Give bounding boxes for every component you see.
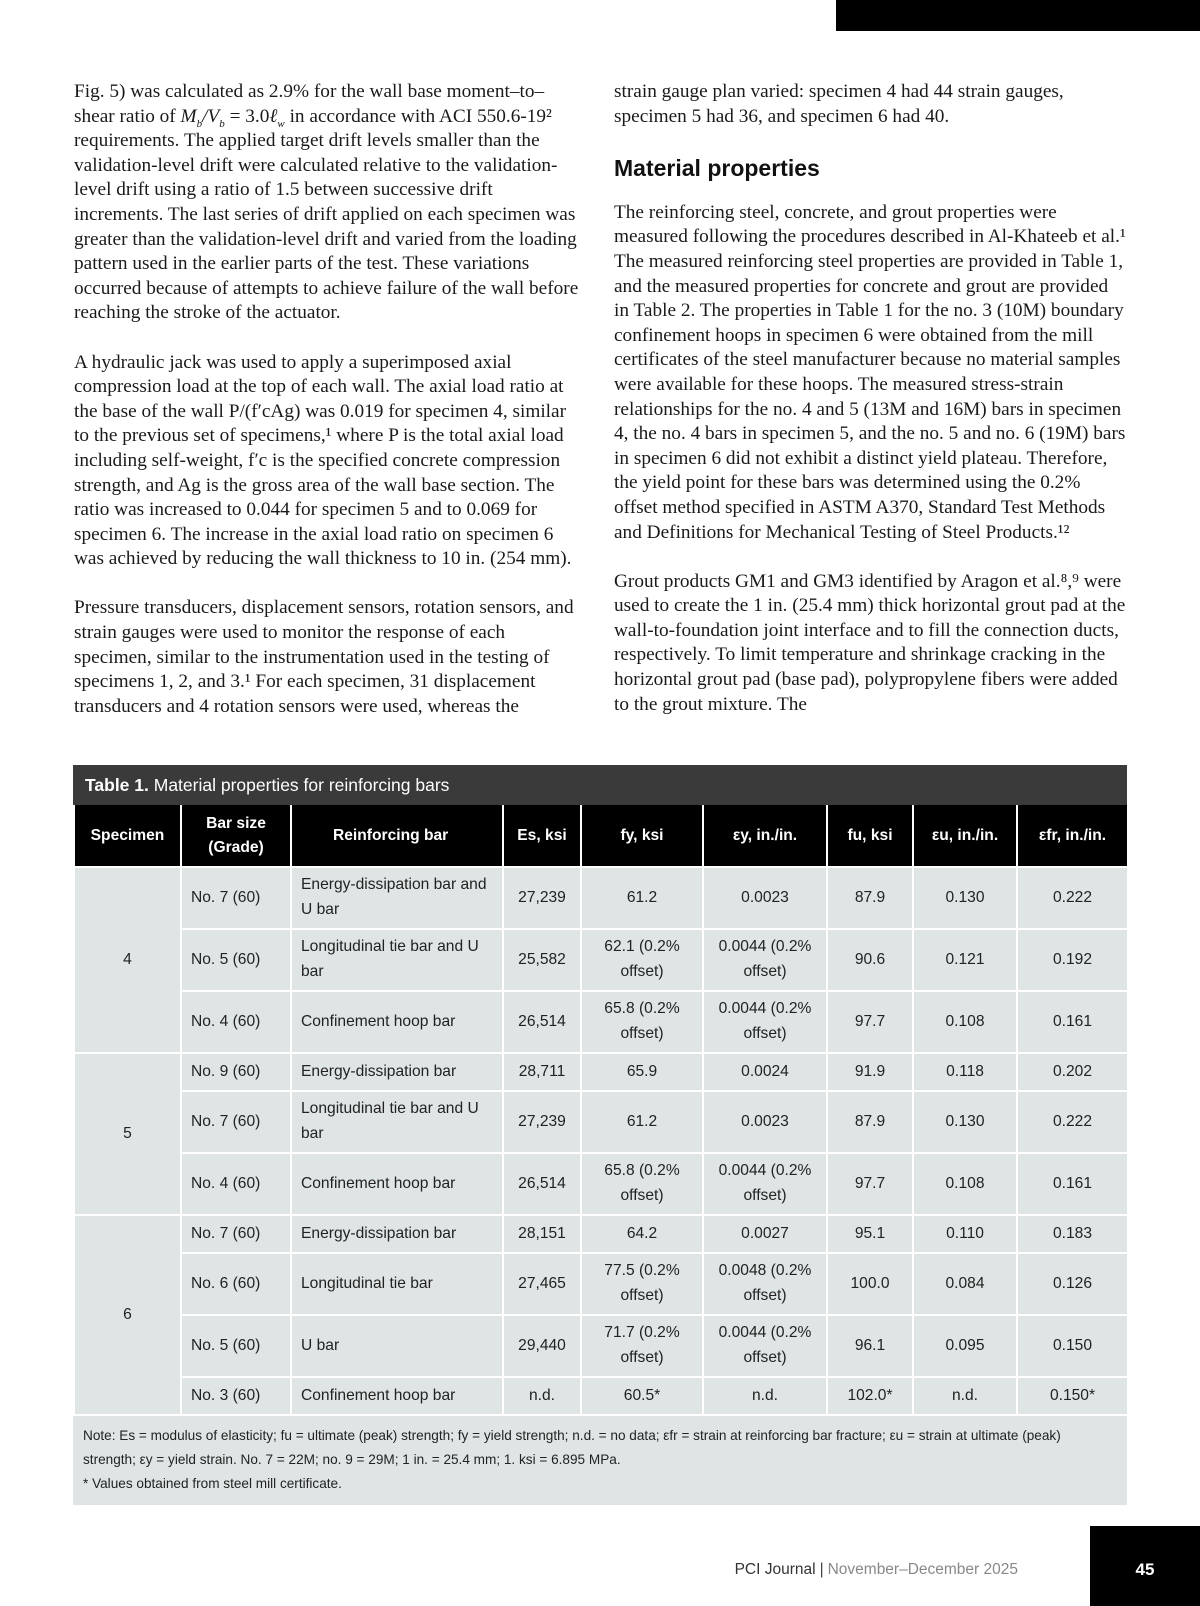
table-row (74, 929, 1128, 991)
section-heading-material-properties: Material properties (614, 154, 820, 181)
paragraph-instrumentation: Pressure transducers, displacement sensors, rotation sensors, and strain gauges were used to monitor the response of each specimen, similar to the instrumentation used in the testing of specimens 1, 2, and 3.¹ For each specimen, 31 displacement transducers and 4 rotation sensors were used, whereas the (74, 597, 574, 717)
table-footnote: * Values obtained from steel mill certificate. (83, 1476, 342, 1491)
bar-size-cell: No. 5 (60) (181, 929, 291, 991)
ey-cell: 0.0023 (703, 1091, 827, 1153)
eu-cell: 0.130 (913, 867, 1017, 929)
efr-cell: 0.126 (1017, 1253, 1128, 1315)
fy-cell: 65.8 (0.2% offset) (581, 1153, 703, 1215)
bar-size-cell: No. 9 (60) (181, 1053, 291, 1091)
paragraph-grout: Grout products GM1 and GM3 identified by Aragon et al.⁸,⁹ were used to create the 1 in. (25.4 mm) thick horizontal grout pad at the wall-to-foundation joint interface and to fill the connection ducts, respectively. To limit temperature and shrinkage cracking in the horizontal grout pad (base pad), polypropylene fibers were added to the grout mixture. The (614, 570, 1126, 715)
fu-cell: 100.0 (827, 1253, 913, 1315)
ey-cell: 0.0048 (0.2% offset) (703, 1253, 827, 1315)
fy-cell: 65.8 (0.2% offset) (581, 991, 703, 1053)
table-row (74, 1315, 1128, 1377)
page-footer (735, 1561, 1018, 1579)
fy-cell: 60.5* (581, 1377, 703, 1415)
header-fu: fu, ksi (827, 805, 913, 867)
ey-cell: 0.0024 (703, 1053, 827, 1091)
fy-cell: 62.1 (0.2% offset) (581, 929, 703, 991)
table-note (73, 1416, 1127, 1505)
paragraph-material-properties: The reinforcing steel, concrete, and grout properties were measured following the procedures described in Al-Khateeb et al.¹ The measured reinforcing steel properties are provided in Table 1, and the measured properties for concrete and grout are provided in Table 2. The properties in Table 1 for the no. 3 (10M) boundary confinement hoops in specimen 6 were obtained from the mill certificates of the steel manufacturer because no material samples were available for these hoops. The measured stress-strain relationships for the no. 4 and 5 (13M and 16M) bars in specimen 4, the no. 4 bars in specimen 5, and the no. 5 and no. 6 (19M) bars in specimen 6 did not exhibit a distinct yield plateau. Therefore, the yield point for these bars was determined using the 0.2% offset method specified in ASTM A370, Standard Test Methods and Definitions for Mechanical Testing of Steel Products.¹² (614, 201, 1126, 543)
es-cell: 27,239 (503, 867, 581, 929)
es-cell: 27,239 (503, 1091, 581, 1153)
ey-cell: 0.0044 (0.2% offset) (703, 991, 827, 1053)
fy-cell: 61.2 (581, 1091, 703, 1153)
es-cell: 26,514 (503, 1153, 581, 1215)
header-specimen: Specimen (74, 805, 181, 867)
fu-cell: 97.7 (827, 991, 913, 1053)
bar-type-cell: Longitudinal tie bar and U bar (291, 1091, 503, 1153)
efr-cell: 0.183 (1017, 1215, 1128, 1253)
ey-cell: 0.0044 (0.2% offset) (703, 1315, 827, 1377)
table-row (74, 1377, 1128, 1415)
page-number: 45 (1090, 1526, 1200, 1606)
bar-type-cell: Confinement hoop bar (291, 991, 503, 1053)
fu-cell: 91.9 (827, 1053, 913, 1091)
fu-cell: 102.0* (827, 1377, 913, 1415)
fy-cell: 77.5 (0.2% offset) (581, 1253, 703, 1315)
fu-cell: 95.1 (827, 1215, 913, 1253)
fy-cell: 61.2 (581, 867, 703, 929)
bar-size-cell: No. 7 (60) (181, 867, 291, 929)
table-row (74, 1215, 1128, 1253)
ey-cell: 0.0044 (0.2% offset) (703, 929, 827, 991)
header-fy: fy, ksi (581, 805, 703, 867)
bar-type-cell: Confinement hoop bar (291, 1377, 503, 1415)
journal-name: PCI Journal (734, 1561, 816, 1578)
fu-cell: 97.7 (827, 1153, 913, 1215)
bar-size-cell: No. 7 (60) (181, 1091, 291, 1153)
efr-cell: 0.222 (1017, 1091, 1128, 1153)
right-text-column (614, 80, 1126, 717)
efr-cell: 0.222 (1017, 867, 1128, 929)
left-text-column (74, 80, 584, 719)
header-ey: εy, in./in. (703, 805, 827, 867)
table-row (74, 1253, 1128, 1315)
efr-cell: 0.192 (1017, 929, 1128, 991)
issue-date: November–December 2025 (827, 1561, 1018, 1578)
ey-cell: 0.0027 (703, 1215, 827, 1253)
es-cell: 27,465 (503, 1253, 581, 1315)
es-cell: 25,582 (503, 929, 581, 991)
specimen-cell: 6 (74, 1215, 181, 1415)
table-header-row (74, 805, 1128, 867)
fu-cell: 87.9 (827, 867, 913, 929)
es-cell: 28,151 (503, 1215, 581, 1253)
eu-cell: 0.108 (913, 1153, 1017, 1215)
table-row (74, 867, 1128, 929)
header-reinforcing-bar: Reinforcing bar (291, 805, 503, 867)
ey-cell: n.d. (703, 1377, 827, 1415)
es-cell: 29,440 (503, 1315, 581, 1377)
paragraph-axial-load: A hydraulic jack was used to apply a superimposed axial compression load at the top of each wall. The axial load ratio at the base of the wall P/(f′cAg) was 0.019 for specimen 4, similar to the previous set of specimens,¹ where P is the total axial load including self-weight, f′c is the specified concrete compression strength, and Ag is the gross area of the wall base section. The ratio was increased to 0.044 for specimen 5 and to 0.069 for specimen 6. The increase in the axial load ratio on specimen 6 was achieved by reducing the wall thickness to 10 in. (254 mm). (74, 351, 572, 570)
bar-size-cell: No. 3 (60) (181, 1377, 291, 1415)
header-eu: εu, in./in. (913, 805, 1017, 867)
bar-type-cell: Energy-dissipation bar and U bar (291, 867, 503, 929)
bar-size-cell: No. 5 (60) (181, 1315, 291, 1377)
eu-cell: 0.118 (913, 1053, 1017, 1091)
ey-cell: 0.0023 (703, 867, 827, 929)
bar-size-cell: No. 4 (60) (181, 1153, 291, 1215)
ey-cell: 0.0044 (0.2% offset) (703, 1153, 827, 1215)
table-1 (73, 765, 1127, 1505)
efr-cell: 0.161 (1017, 1153, 1128, 1215)
fu-cell: 90.6 (827, 929, 913, 991)
fy-cell: 65.9 (581, 1053, 703, 1091)
efr-cell: 0.150* (1017, 1377, 1128, 1415)
header-bar-size: Bar size (Grade) (181, 805, 291, 867)
specimen-cell: 5 (74, 1053, 181, 1215)
bar-size-cell: No. 7 (60) (181, 1215, 291, 1253)
specimen-cell: 4 (74, 867, 181, 1053)
header-efr: εfr, in./in. (1017, 805, 1128, 867)
table-title: Table 1. Material properties for reinforcing bars (73, 765, 1127, 805)
efr-cell: 0.161 (1017, 991, 1128, 1053)
eu-cell: 0.108 (913, 991, 1017, 1053)
fy-cell: 64.2 (581, 1215, 703, 1253)
eu-cell: 0.095 (913, 1315, 1017, 1377)
bar-size-cell: No. 6 (60) (181, 1253, 291, 1315)
bar-type-cell: U bar (291, 1315, 503, 1377)
table-row (74, 1153, 1128, 1215)
es-cell: 28,711 (503, 1053, 581, 1091)
bar-type-cell: Longitudinal tie bar (291, 1253, 503, 1315)
eu-cell: 0.121 (913, 929, 1017, 991)
table-note-text: Note: Es = modulus of elasticity; fu = ultimate (peak) strength; fy = yield strength; n.d. = no data; εfr = strain at reinforcing bar fracture; εu = strain at ultimate (peak) strength; εy = yield strain. No. 7 = 22M; no. 9 = 29M; 1 in. = 25.4 mm; 1. ksi = 6.895 MPa. (83, 1428, 1061, 1467)
efr-cell: 0.202 (1017, 1053, 1128, 1091)
es-cell: n.d. (503, 1377, 581, 1415)
bar-type-cell: Energy-dissipation bar (291, 1215, 503, 1253)
bar-size-cell: No. 4 (60) (181, 991, 291, 1053)
bar-type-cell: Longitudinal tie bar and U bar (291, 929, 503, 991)
fu-cell: 96.1 (827, 1315, 913, 1377)
bar-type-cell: Energy-dissipation bar (291, 1053, 503, 1091)
eu-cell: 0.084 (913, 1253, 1017, 1315)
eu-cell: n.d. (913, 1377, 1017, 1415)
paragraph-drift: Fig. 5) was calculated as 2.9% for the wall base moment–to–shear ratio of $M_b/V_b$ = 3.0ℓ$_w$ in accordance with ACI 550.6-19² requirements. The applied target drift levels smaller than the validation-level drift were calculated relative to the validation-level drift using a ratio of 1.5 between successive drift increments. The last series of drift applied on each specimen was greater than the validation-level drift and varied from the loading pattern used in the earlier parts of the test. These variations occurred because of attempts to achieve failure of the wall before reaching the stroke of the actuator. (74, 81, 579, 324)
paragraph-strain-gauges: strain gauge plan varied: specimen 4 had 44 strain gauges, specimen 5 had 36, and specimen 6 had 40. (614, 81, 1064, 127)
header-black-bar (836, 0, 1200, 31)
fy-cell: 71.7 (0.2% offset) (581, 1315, 703, 1377)
table-row (74, 1091, 1128, 1153)
table-row (74, 991, 1128, 1053)
es-cell: 26,514 (503, 991, 581, 1053)
footer-separator: | (819, 1561, 824, 1578)
fu-cell: 87.9 (827, 1091, 913, 1153)
bar-type-cell: Confinement hoop bar (291, 1153, 503, 1215)
efr-cell: 0.150 (1017, 1315, 1128, 1377)
eu-cell: 0.110 (913, 1215, 1017, 1253)
header-es: Es, ksi (503, 805, 581, 867)
reinforcing-bar-properties-table (73, 805, 1129, 1416)
table-row (74, 1053, 1128, 1091)
eu-cell: 0.130 (913, 1091, 1017, 1153)
